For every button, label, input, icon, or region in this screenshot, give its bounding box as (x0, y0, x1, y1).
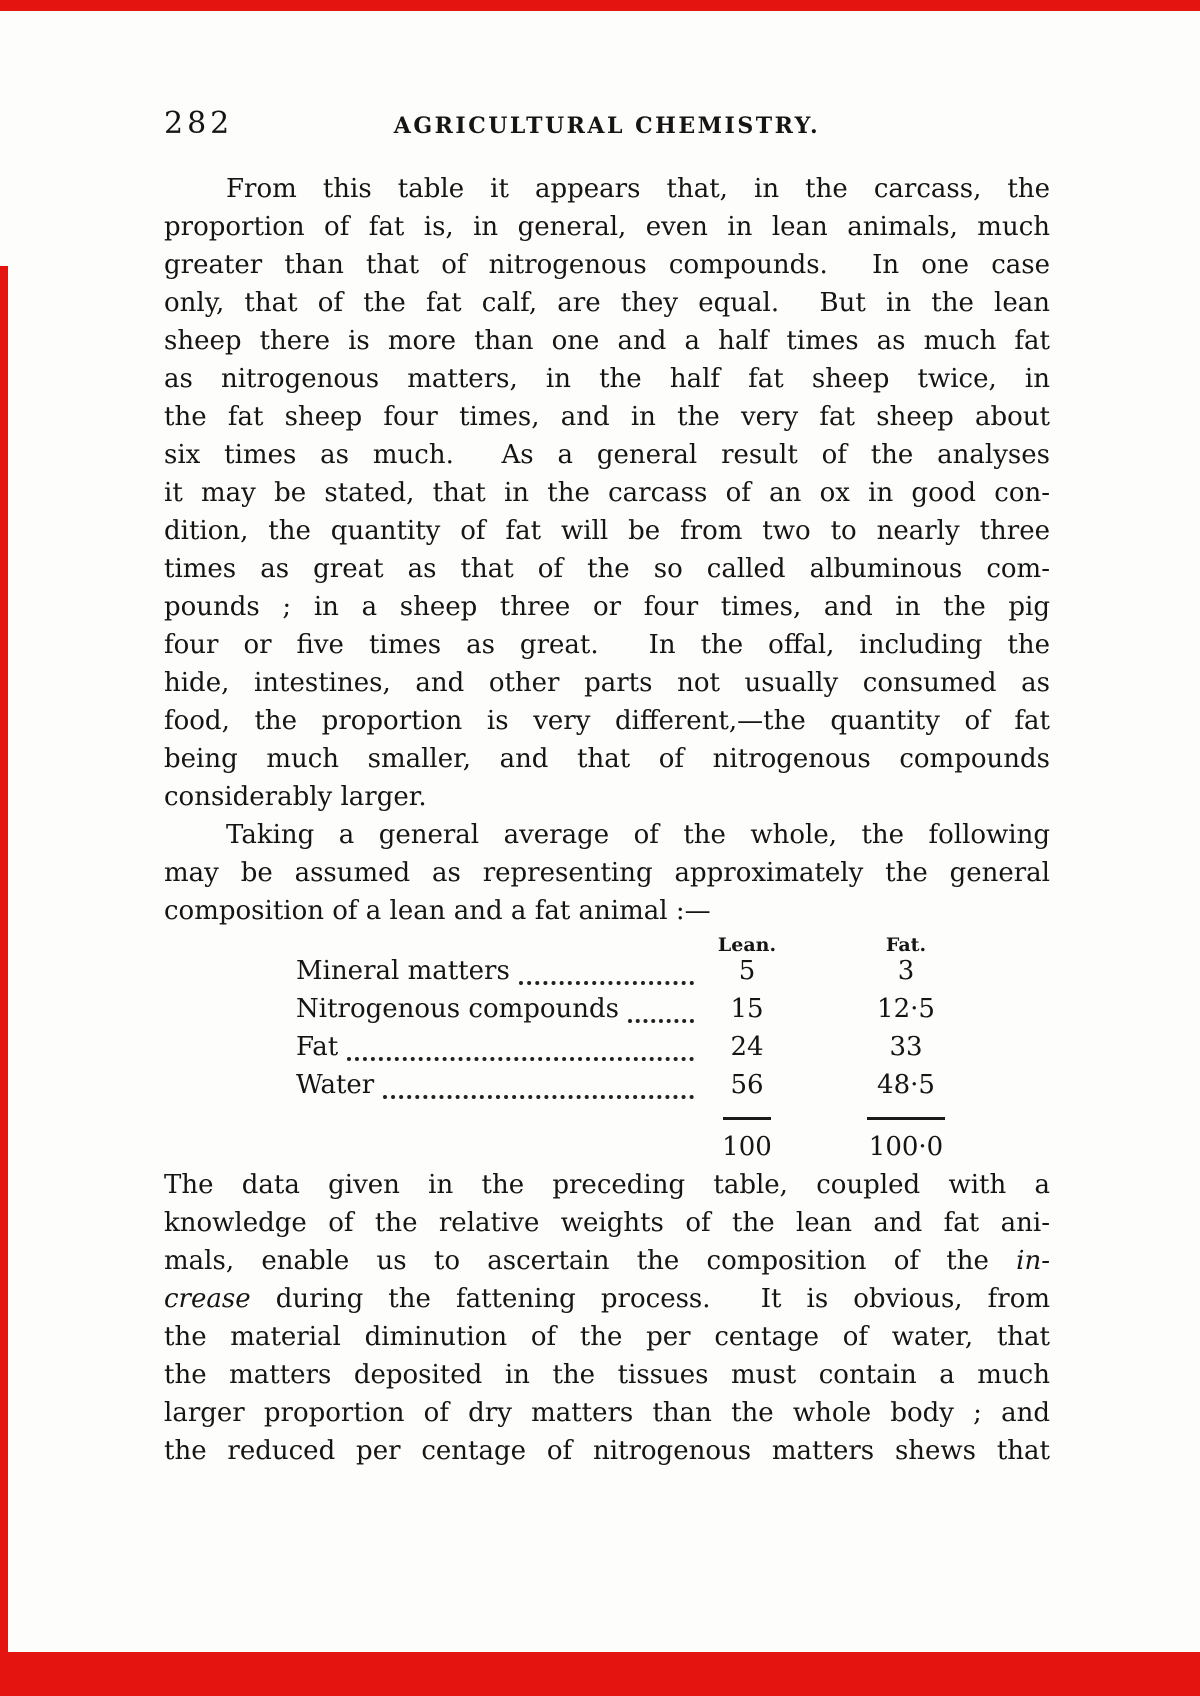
text-line: sheep there is more than one and a half times as much fat (164, 326, 1050, 356)
text-line: pounds ; in a sheep three or four times, and in the pig (164, 592, 1050, 622)
totals-row (164, 1126, 1050, 1162)
text-line: six times as much. As a general result of the analyses (164, 440, 1050, 470)
italic-word: crease (164, 1284, 251, 1314)
table-row (164, 956, 1050, 994)
scan-edge-bottom (0, 1652, 1200, 1696)
text-line: considerably larger. (164, 782, 427, 812)
scan-edge-top (0, 0, 1200, 11)
text-line: proportion of fat is, in general, even in lean animals, much (164, 212, 1050, 242)
dot-leader (383, 1095, 694, 1099)
italic-word: in- (1016, 1246, 1050, 1276)
text-line: the reduced per centage of nitrogenous matters shews that (164, 1436, 1050, 1466)
text-line: the matters deposited in the tissues must contain a much (164, 1360, 1050, 1390)
text-line: food, the proportion is very different,—the quantity of fat (164, 706, 1050, 736)
text-line: the fat sheep four times, and in the very fat sheep about (164, 402, 1050, 432)
text-line: as nitrogenous matters, in the half fat sheep twice, in (164, 364, 1050, 394)
text-line: it may be stated, that in the carcass of an ox in good con- (164, 478, 1050, 508)
row-label: Water (296, 1070, 375, 1100)
text-line: larger proportion of dry matters than the whole body ; and (164, 1398, 1050, 1428)
composition-table (164, 930, 1050, 1162)
text-line: greater than that of nitrogenous compounds. In one case (164, 250, 1050, 280)
lean-value: 24 (730, 1032, 764, 1062)
fat-total-rule (846, 1102, 966, 1132)
text-line: may be assumed as representing approximately the general (164, 858, 1050, 888)
lean-value: 56 (730, 1070, 764, 1100)
fat-value: 12·5 (877, 994, 935, 1024)
text-line: only, that of the fat calf, are they equal. But in the lean (164, 288, 1050, 318)
totals-rule-row (164, 1108, 1050, 1126)
paragraph-3 (164, 1166, 1050, 1470)
page-content (164, 106, 1050, 1470)
text-line: the material diminution of the per centage of water, that (164, 1322, 1050, 1352)
text-line: The data given in the preceding table, coupled with a (164, 1170, 1050, 1200)
running-title: AGRICULTURAL CHEMISTRY. (393, 113, 821, 139)
text-line: four or five times as great. In the offal, including the (164, 630, 1050, 660)
text-line: hide, intestines, and other parts not usually consumed as (164, 668, 1050, 698)
lean-total: 100 (722, 1132, 772, 1162)
fat-value: 48·5 (877, 1070, 935, 1100)
fat-total: 100·0 (868, 1132, 944, 1162)
text-segment: during the fattening process. It is obvious, from (275, 1284, 1051, 1314)
text-line (164, 1280, 1050, 1318)
text-line: times as great as that of the so called albuminous com- (164, 554, 1050, 584)
dot-leader (628, 1019, 694, 1023)
text-line: From this table it appears that, in the carcass, the (226, 174, 1050, 204)
text-line: Taking a general average of the whole, the following (226, 820, 1050, 850)
text-line: dition, the quantity of fat will be from two to nearly three (164, 516, 1050, 546)
fat-value: 3 (897, 956, 915, 986)
row-label: Mineral matters (296, 956, 510, 986)
page-header (164, 106, 1050, 146)
text-line: knowledge of the relative weights of the lean and fat ani- (164, 1208, 1050, 1238)
text-line (164, 1242, 1050, 1280)
table-header-row (164, 930, 1050, 956)
lean-value: 15 (730, 994, 764, 1024)
table-row (164, 1032, 1050, 1070)
lean-value: 5 (738, 956, 756, 986)
text-segment: mals, enable us to ascertain the composition of the (164, 1246, 989, 1276)
text-line: being much smaller, and that of nitrogenous compounds (164, 744, 1050, 774)
column-header-fat: Fat. (885, 934, 927, 956)
table-row (164, 994, 1050, 1032)
row-label: Fat (296, 1032, 339, 1062)
dot-leader (519, 981, 694, 985)
page-number: 282 (164, 106, 234, 141)
paragraph-1 (164, 170, 1050, 816)
text-line: composition of a lean and a fat animal :— (164, 896, 711, 926)
lean-total-rule (704, 1102, 790, 1132)
dot-leader (347, 1057, 694, 1061)
fat-value: 33 (889, 1032, 923, 1062)
column-header-lean: Lean. (717, 934, 777, 956)
scan-edge-left (0, 266, 8, 1654)
row-label: Nitrogenous compounds (296, 994, 620, 1024)
paragraph-2 (164, 816, 1050, 930)
